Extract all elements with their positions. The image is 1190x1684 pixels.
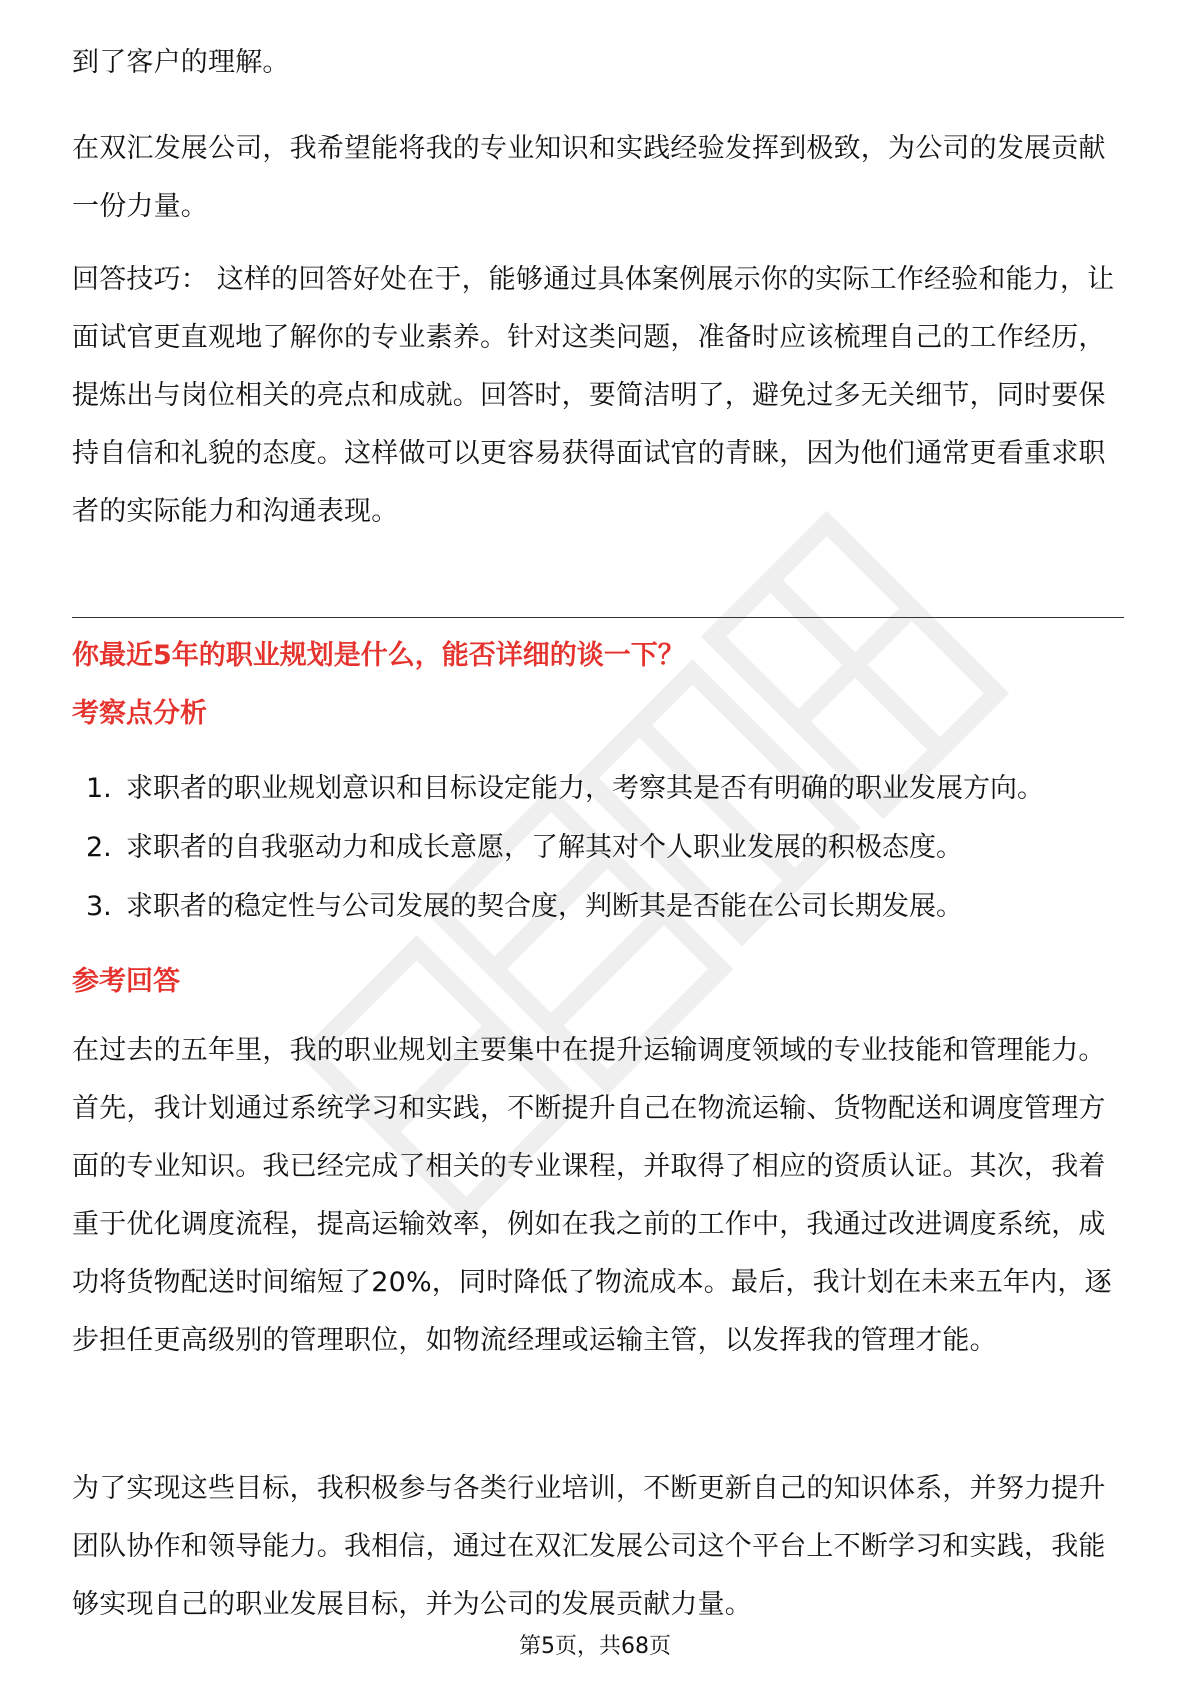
paragraph-answer-tip: 回答技巧： 这样的回答好处在于，能够通过具体案例展示你的实际工作经验和能力，让面试官更直观地了解你的专业素养。针对这类问题，准备时应该梳理自己的工作经历，提炼出与岗位相关的亮点和成就。回答时，要简洁明了，避免过多无关细节，同时要保持自信和礼貌的态度。这样做可以更容易获得面试官的青睐，因为他们通常更看重求职者的实际能力和沟通表现。	[72, 264, 1115, 527]
analysis-heading: 考察点分析	[72, 698, 207, 729]
answer-paragraph-1: 在过去的五年里，我的职业规划主要集中在提升运输调度领域的专业技能和管理能力。首先，我计划通过系统学习和实践，不断提升自己在物流运输、货物配送和调度管理方面的专业知识。我已经完成了相关的专业课程，并取得了相应的资质认证。其次，我着重于优化调度流程，提高运输效率，例如在我之前的工作中，我通过改进调度系统，成功将货物配送时间缩短了20%，同时降低了物流成本。最后，我计划在未来五年内，逐步担任更高级别的管理职位，如物流经理或运输主管，以发挥我的管理才能。	[72, 1035, 1112, 1356]
analysis-points-list	[86, 759, 1126, 936]
paragraph-intro-end: 到了客户的理解。	[72, 47, 290, 78]
section-divider	[72, 617, 1124, 618]
question-title: 你最近5年的职业规划是什么，能否详细的谈一下？	[72, 640, 685, 671]
list-item	[86, 877, 1126, 936]
answer-heading: 参考回答	[72, 966, 180, 997]
answer-paragraph-2: 为了实现这些目标，我积极参与各类行业培训，不断更新自己的知识体系，并努力提升团队协作和领导能力。我相信，通过在双汇发展公司这个平台上不断学习和实践，我能够实现自己的职业发展目标，并为公司的发展贡献力量。	[72, 1473, 1106, 1620]
page-number: 第5页，共68页	[519, 1634, 671, 1659]
list-item	[86, 759, 1126, 818]
list-item-number: 2.	[86, 832, 112, 863]
list-item	[86, 818, 1126, 877]
list-item-text: 求职者的自我驱动力和成长意愿，了解其对个人职业发展的积极态度。	[126, 832, 963, 863]
paragraph-hope: 在双汇发展公司，我希望能将我的专业知识和实践经验发挥到极致，为公司的发展贡献一份力量。	[72, 133, 1106, 222]
list-item-text: 求职者的职业规划意识和目标设定能力，考察其是否有明确的职业发展方向。	[126, 773, 1044, 804]
list-item-text: 求职者的稳定性与公司发展的契合度，判断其是否能在公司长期发展。	[126, 891, 963, 922]
list-item-number: 1.	[86, 773, 112, 804]
list-item-number: 3.	[86, 891, 112, 922]
